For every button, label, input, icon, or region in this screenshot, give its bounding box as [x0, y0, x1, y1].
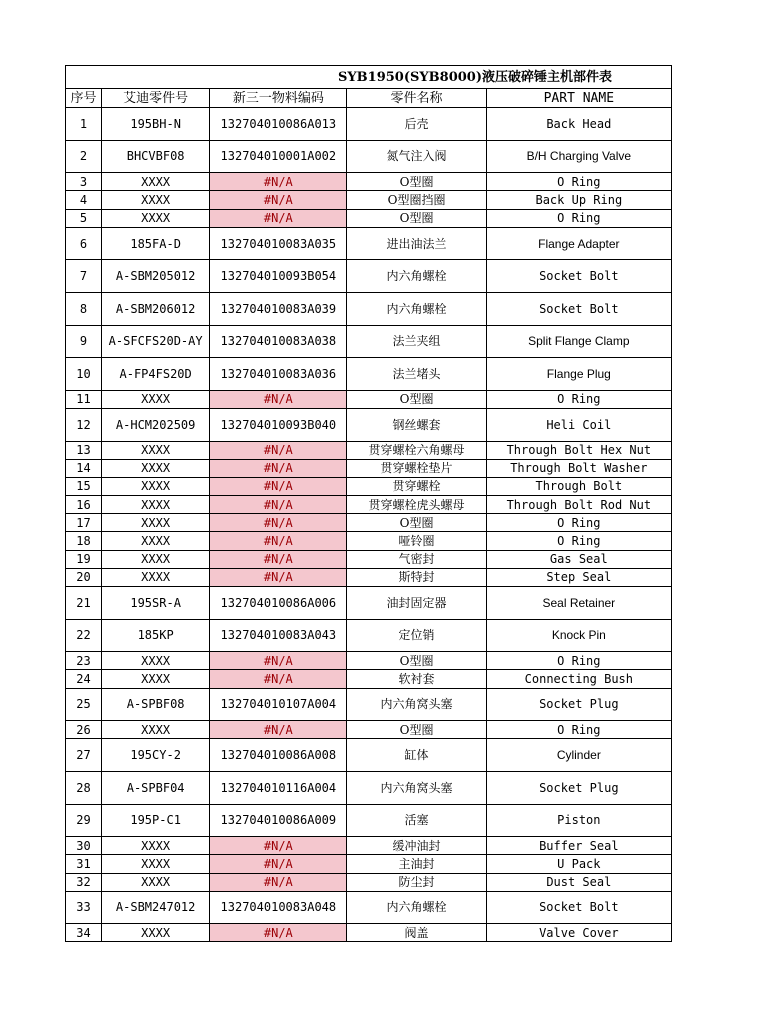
- row-part-number: A-SPBF04: [102, 771, 210, 804]
- row-part-name-cn: O型圈: [347, 209, 486, 227]
- row-part-name-en: O Ring: [486, 721, 671, 739]
- row-part-name-en: Connecting Bush: [486, 670, 671, 688]
- row-part-number: XXXX: [102, 855, 210, 873]
- row-part-name-en: Heli Coil: [486, 408, 671, 441]
- row-part-name-cn: 内六角螺栓: [347, 260, 486, 293]
- table-row: [66, 325, 672, 358]
- table-row: [66, 568, 672, 586]
- row-part-name-cn: 气密封: [347, 550, 486, 568]
- table-row: [66, 804, 672, 837]
- row-material-code: #N/A: [210, 855, 347, 873]
- row-part-name-cn: 活塞: [347, 804, 486, 837]
- parts-table: [65, 65, 672, 942]
- row-index: 4: [66, 191, 102, 209]
- row-part-name-en: Cylinder: [486, 739, 671, 772]
- row-material-code: 132704010093B054: [210, 260, 347, 293]
- row-material-code: #N/A: [210, 441, 347, 459]
- table-row: [66, 390, 672, 408]
- row-part-name-en: Through Bolt Washer: [486, 459, 671, 477]
- row-index: 16: [66, 496, 102, 514]
- row-part-number: XXXX: [102, 191, 210, 209]
- row-part-name-en: Socket Plug: [486, 688, 671, 721]
- row-part-name-cn: 阀盖: [347, 924, 486, 942]
- row-part-name-cn: 贯穿螺栓虎头螺母: [347, 496, 486, 514]
- row-material-code: 132704010083A043: [210, 619, 347, 652]
- table-row: [66, 496, 672, 514]
- row-index: 34: [66, 924, 102, 942]
- row-material-code: #N/A: [210, 550, 347, 568]
- row-index: 30: [66, 837, 102, 855]
- row-part-name-cn: 氮气注入阀: [347, 140, 486, 173]
- row-index: 13: [66, 441, 102, 459]
- row-part-name-en: Flange Plug: [486, 358, 671, 391]
- row-material-code: 132704010086A009: [210, 804, 347, 837]
- row-part-number: 195CY-2: [102, 739, 210, 772]
- header-row: [66, 89, 672, 108]
- row-part-number: XXXX: [102, 550, 210, 568]
- row-part-name-cn: 贯穿螺栓: [347, 477, 486, 495]
- row-part-name-cn: O型圈: [347, 514, 486, 532]
- row-part-name-en: Through Bolt Hex Nut: [486, 441, 671, 459]
- row-part-name-en: U Pack: [486, 855, 671, 873]
- table-row: [66, 873, 672, 891]
- row-part-number: 195SR-A: [102, 587, 210, 620]
- table-row: [66, 191, 672, 209]
- row-material-code: #N/A: [210, 496, 347, 514]
- row-material-code: #N/A: [210, 477, 347, 495]
- row-index: 27: [66, 739, 102, 772]
- row-material-code: 132704010083A036: [210, 358, 347, 391]
- row-index: 31: [66, 855, 102, 873]
- row-material-code: #N/A: [210, 568, 347, 586]
- table-row: [66, 140, 672, 173]
- table-row: [66, 619, 672, 652]
- row-part-name-en: Back Head: [486, 108, 671, 141]
- row-part-name-en: Split Flange Clamp: [486, 325, 671, 358]
- row-index: 24: [66, 670, 102, 688]
- row-part-number: XXXX: [102, 441, 210, 459]
- table-row: [66, 358, 672, 391]
- row-material-code: 132704010083A039: [210, 292, 347, 325]
- header-part-name-cn: 零件名称: [347, 89, 486, 108]
- row-part-name-en: Knock Pin: [486, 619, 671, 652]
- row-part-name-en: B/H Charging Valve: [486, 140, 671, 173]
- row-material-code: #N/A: [210, 459, 347, 477]
- table-row: [66, 721, 672, 739]
- row-part-name-cn: 钢丝螺套: [347, 408, 486, 441]
- row-part-name-cn: 内六角螺栓: [347, 292, 486, 325]
- row-index: 19: [66, 550, 102, 568]
- row-part-name-cn: 主油封: [347, 855, 486, 873]
- row-material-code: 132704010086A013: [210, 108, 347, 141]
- row-part-name-cn: O型圈: [347, 390, 486, 408]
- table-row: [66, 837, 672, 855]
- row-part-number: A-SFCFS20D-AY: [102, 325, 210, 358]
- row-part-name-cn: 内六角螺栓: [347, 891, 486, 924]
- row-part-name-en: Back Up Ring: [486, 191, 671, 209]
- row-index: 32: [66, 873, 102, 891]
- row-part-name-en: O Ring: [486, 209, 671, 227]
- row-part-name-cn: 后壳: [347, 108, 486, 141]
- header-part-name-en: PART NAME: [486, 89, 671, 108]
- row-index: 21: [66, 587, 102, 620]
- table-row: [66, 532, 672, 550]
- row-part-name-en: Flange Adapter: [486, 227, 671, 260]
- row-material-code: #N/A: [210, 873, 347, 891]
- table-row: [66, 227, 672, 260]
- row-index: 26: [66, 721, 102, 739]
- table-row: [66, 652, 672, 670]
- row-index: 14: [66, 459, 102, 477]
- row-part-number: 195BH-N: [102, 108, 210, 141]
- table-row: [66, 587, 672, 620]
- row-index: 20: [66, 568, 102, 586]
- row-part-number: XXXX: [102, 837, 210, 855]
- table-row: [66, 771, 672, 804]
- row-material-code: 132704010093B040: [210, 408, 347, 441]
- row-part-name-en: Gas Seal: [486, 550, 671, 568]
- row-part-name-cn: 油封固定器: [347, 587, 486, 620]
- row-material-code: #N/A: [210, 532, 347, 550]
- row-part-number: XXXX: [102, 924, 210, 942]
- row-material-code: #N/A: [210, 390, 347, 408]
- row-part-name-en: Through Bolt: [486, 477, 671, 495]
- table-row: [66, 891, 672, 924]
- row-index: 17: [66, 514, 102, 532]
- row-part-name-en: Socket Bolt: [486, 891, 671, 924]
- row-part-name-en: Dust Seal: [486, 873, 671, 891]
- table-row: [66, 408, 672, 441]
- table-row: [66, 108, 672, 141]
- row-index: 5: [66, 209, 102, 227]
- row-part-name-en: Through Bolt Rod Nut: [486, 496, 671, 514]
- row-part-name-cn: 内六角窝头塞: [347, 688, 486, 721]
- row-part-name-cn: 缸体: [347, 739, 486, 772]
- row-index: 11: [66, 390, 102, 408]
- row-part-number: XXXX: [102, 496, 210, 514]
- row-material-code: 132704010001A002: [210, 140, 347, 173]
- row-material-code: #N/A: [210, 514, 347, 532]
- table-row: [66, 514, 672, 532]
- row-material-code: #N/A: [210, 670, 347, 688]
- row-index: 33: [66, 891, 102, 924]
- row-part-name-cn: 进出油法兰: [347, 227, 486, 260]
- row-part-name-en: Seal Retainer: [486, 587, 671, 620]
- row-part-name-cn: 哑铃圈: [347, 532, 486, 550]
- row-material-code: 132704010086A006: [210, 587, 347, 620]
- row-part-name-en: O Ring: [486, 390, 671, 408]
- row-index: 15: [66, 477, 102, 495]
- row-part-name-en: Socket Bolt: [486, 292, 671, 325]
- row-material-code: 132704010083A038: [210, 325, 347, 358]
- table-row: [66, 292, 672, 325]
- row-index: 23: [66, 652, 102, 670]
- row-index: 18: [66, 532, 102, 550]
- row-index: 1: [66, 108, 102, 141]
- row-part-name-en: Piston: [486, 804, 671, 837]
- table-title: SYB1950(SYB8000)液压破碎锤主机部件表: [66, 66, 672, 89]
- row-part-name-en: O Ring: [486, 652, 671, 670]
- row-part-number: XXXX: [102, 459, 210, 477]
- row-part-name-en: Socket Bolt: [486, 260, 671, 293]
- table-row: [66, 550, 672, 568]
- row-index: 3: [66, 173, 102, 191]
- row-index: 10: [66, 358, 102, 391]
- row-material-code: 132704010083A048: [210, 891, 347, 924]
- row-index: 29: [66, 804, 102, 837]
- row-part-name-en: O Ring: [486, 532, 671, 550]
- row-part-name-cn: 贯穿螺栓六角螺母: [347, 441, 486, 459]
- row-index: 28: [66, 771, 102, 804]
- row-material-code: 132704010083A035: [210, 227, 347, 260]
- row-part-name-en: Buffer Seal: [486, 837, 671, 855]
- row-part-number: XXXX: [102, 568, 210, 586]
- row-part-number: XXXX: [102, 390, 210, 408]
- row-part-number: A-SBM206012: [102, 292, 210, 325]
- row-material-code: #N/A: [210, 721, 347, 739]
- row-part-name-cn: O型圈挡圈: [347, 191, 486, 209]
- row-part-number: A-FP4FS20D: [102, 358, 210, 391]
- table-row: [66, 173, 672, 191]
- row-index: 7: [66, 260, 102, 293]
- row-part-name-en: Step Seal: [486, 568, 671, 586]
- row-part-number: A-SBM205012: [102, 260, 210, 293]
- row-part-name-en: O Ring: [486, 173, 671, 191]
- header-part-number: 艾迪零件号: [102, 89, 210, 108]
- table-row: [66, 209, 672, 227]
- row-part-number: A-SPBF08: [102, 688, 210, 721]
- row-part-name-cn: 软衬套: [347, 670, 486, 688]
- row-material-code: #N/A: [210, 173, 347, 191]
- table-row: [66, 670, 672, 688]
- row-material-code: #N/A: [210, 924, 347, 942]
- row-part-name-cn: 缓冲油封: [347, 837, 486, 855]
- row-part-number: A-HCM202509: [102, 408, 210, 441]
- row-part-number: 185FA-D: [102, 227, 210, 260]
- row-part-name-cn: O型圈: [347, 652, 486, 670]
- row-part-name-en: Valve Cover: [486, 924, 671, 942]
- row-part-name-cn: 法兰夹组: [347, 325, 486, 358]
- row-part-name-cn: O型圈: [347, 721, 486, 739]
- row-part-name-cn: 防尘封: [347, 873, 486, 891]
- row-material-code: #N/A: [210, 191, 347, 209]
- row-material-code: 132704010107A004: [210, 688, 347, 721]
- row-part-name-cn: 定位销: [347, 619, 486, 652]
- row-part-number: XXXX: [102, 209, 210, 227]
- table-row: [66, 459, 672, 477]
- row-part-number: XXXX: [102, 873, 210, 891]
- row-material-code: 132704010086A008: [210, 739, 347, 772]
- header-index: 序号: [66, 89, 102, 108]
- row-part-number: 185KP: [102, 619, 210, 652]
- row-material-code: #N/A: [210, 652, 347, 670]
- row-index: 9: [66, 325, 102, 358]
- row-part-number: XXXX: [102, 652, 210, 670]
- table-row: [66, 924, 672, 942]
- row-part-number: XXXX: [102, 721, 210, 739]
- table-row: [66, 260, 672, 293]
- row-material-code: #N/A: [210, 837, 347, 855]
- row-part-name-cn: 斯特封: [347, 568, 486, 586]
- row-part-number: XXXX: [102, 532, 210, 550]
- row-part-number: XXXX: [102, 173, 210, 191]
- row-material-code: #N/A: [210, 209, 347, 227]
- row-part-name-cn: O型圈: [347, 173, 486, 191]
- row-part-number: A-SBM247012: [102, 891, 210, 924]
- row-index: 2: [66, 140, 102, 173]
- row-index: 6: [66, 227, 102, 260]
- row-part-name-en: Socket Plug: [486, 771, 671, 804]
- row-part-number: XXXX: [102, 670, 210, 688]
- row-part-number: 195P-C1: [102, 804, 210, 837]
- row-part-number: BHCVBF08: [102, 140, 210, 173]
- table-row: [66, 855, 672, 873]
- row-part-name-cn: 内六角窝头塞: [347, 771, 486, 804]
- row-material-code: 132704010116A004: [210, 771, 347, 804]
- row-index: 22: [66, 619, 102, 652]
- row-part-number: XXXX: [102, 514, 210, 532]
- row-part-name-en: O Ring: [486, 514, 671, 532]
- table-row: [66, 441, 672, 459]
- table-row: [66, 477, 672, 495]
- row-part-name-cn: 贯穿螺栓垫片: [347, 459, 486, 477]
- row-part-name-cn: 法兰堵头: [347, 358, 486, 391]
- table-row: [66, 739, 672, 772]
- row-index: 8: [66, 292, 102, 325]
- row-index: 25: [66, 688, 102, 721]
- table-row: [66, 688, 672, 721]
- row-index: 12: [66, 408, 102, 441]
- row-part-number: XXXX: [102, 477, 210, 495]
- header-material-code: 新三一物料编码: [210, 89, 347, 108]
